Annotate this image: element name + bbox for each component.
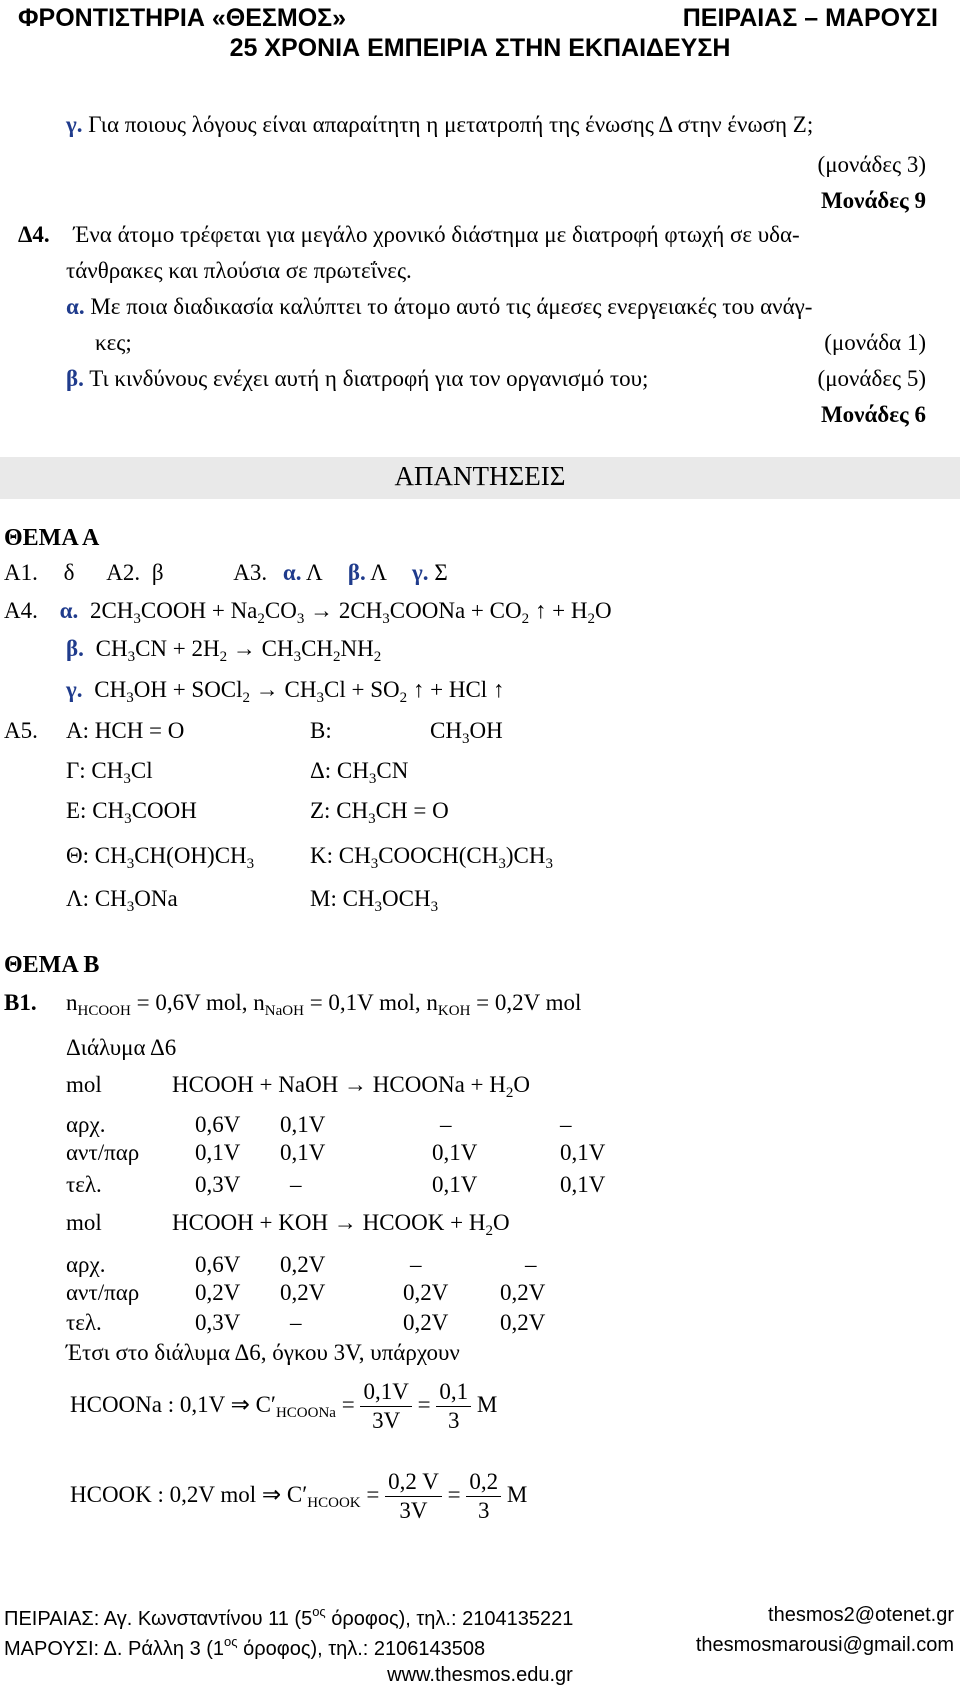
question-d4-line1: Ένα άτομο τρέφεται για μεγάλο χρονικό διάστημα με διατροφή φτωχή σε υδα- <box>73 222 800 247</box>
table1-antpar-h2o: 0,1V <box>560 1140 606 1165</box>
table1-reaction: HCOOH + NaOH → HCOONa + $H_2O$ <box>172 1072 530 1101</box>
answer-a4-a <box>4 598 612 628</box>
a3-g-answer: Σ <box>434 560 448 585</box>
table1-arx: αρχ. <box>66 1112 106 1137</box>
question-a-line2: κες; <box>95 330 132 355</box>
a2-label: Α2. <box>106 560 141 585</box>
a3-b-label: β. <box>347 560 366 585</box>
question-g-total: Μονάδες 9 <box>820 188 926 213</box>
table1-antpar-naoh: 0,1V <box>280 1140 326 1165</box>
table1-mol: mol <box>66 1072 102 1097</box>
b1-moles: $n_{HCOOH} = 0,6V$ mol, $n_{NaOH} = 0,1V$ mol, $n_{KOH} = 0,2V$ mol <box>66 990 582 1019</box>
a5-A: Α: HCH = O <box>66 718 185 743</box>
a3-b-answer: Λ <box>370 560 387 585</box>
footer-email-2[interactable]: thesmosmarousi@gmail.com <box>695 1634 954 1656</box>
a5-D: Δ: $CH_3CN$ <box>310 758 409 787</box>
table2-antpar-koh: 0,2V <box>280 1280 326 1305</box>
table1-antpar: αντ/παρ <box>66 1140 140 1165</box>
fraction-hcook-1: $\frac{0,2 V}{3V}$ <box>385 1468 442 1525</box>
table2-arx-h2o: – <box>525 1252 537 1277</box>
thema-b-title: ΘΕΜΑ Β <box>4 952 100 978</box>
footer-address-2-text: ΜΑΡΟΥΣΙ: Δ. Ράλλη 3 (1 <box>4 1638 225 1660</box>
footer-address-1-text: ΠΕΙΡΑΙΑΣ: Αγ. Κωνσταντίνου 11 (5 <box>4 1608 313 1630</box>
question-g-points: (μονάδες 3) <box>817 152 926 177</box>
a5-Z: Ζ: $CH_3CH = O$ <box>310 798 449 827</box>
question-g <box>66 112 813 138</box>
footer-website[interactable]: www.thesmos.edu.gr <box>387 1664 573 1686</box>
answer-a1-a3 <box>4 560 448 586</box>
a4-label: Α4. <box>4 598 38 623</box>
a5-E: Ε: $CH_3COOH$ <box>66 798 197 827</box>
table1-tel-hcoona: 0,1V <box>432 1172 478 1197</box>
table2-arx-koh: 0,2V <box>280 1252 326 1277</box>
a5-G: Γ: $CH_3Cl$ <box>66 758 153 787</box>
table2-arx: αρχ. <box>66 1252 106 1277</box>
question-b-text: Τι κινδύνους ενέχει αυτή η διατροφή για τον οργανισμό του; <box>89 366 649 391</box>
a5-B: Β: <box>310 718 332 743</box>
footer-address-1-sup: ος <box>312 1604 326 1619</box>
table1-antpar-hcooh: 0,1V <box>195 1140 241 1165</box>
header-left: ΦΡΟΝΤΙΣΤΗΡΙΑ «ΘΕΣΜΟΣ» <box>18 4 347 32</box>
question-b-points: (μονάδες 5) <box>817 366 926 391</box>
question-d4-label: Δ4. <box>18 222 50 247</box>
a5-L: Λ: $CH_3ONa$ <box>66 886 178 915</box>
question-b-label: β. <box>66 366 84 391</box>
a2-answer: β <box>151 560 164 585</box>
a5-K: Κ: $CH_3COOCH(CH_3)CH_3$ <box>310 843 553 872</box>
table2-tel-hcooh: 0,3V <box>195 1310 241 1335</box>
a1-answer: δ <box>63 560 75 585</box>
fraction-hcoona-1: $\frac{0,1V}{3V}$ <box>360 1378 411 1435</box>
question-a-label: α. <box>66 294 85 319</box>
header-subtitle: 25 ΧΡΟΝΙΑ ΕΜΠΕΙΡΙΑ ΣΤΗΝ ΕΚΠΑΙΔΕΥΣΗ <box>229 34 731 62</box>
footer-address-1 <box>4 1604 573 1631</box>
table2-reaction: HCOOH + KOH → HCOOK + $H_2O$ <box>172 1210 510 1239</box>
thema-a-title: ΘΕΜΑ Α <box>4 525 100 551</box>
table1-tel: τελ. <box>66 1172 102 1197</box>
a4-a-equation: $2CH_3COOH + Na_2CO_3$ → $2CH_3COONa + CO_2$ ↑ + $H_2O$ <box>89 598 612 627</box>
footer-address-2-rest: όροφος), τηλ.: 2106143508 <box>237 1638 486 1660</box>
footer-address-2-sup: ος <box>224 1634 238 1649</box>
table1-tel-hcooh: 0,3V <box>195 1172 241 1197</box>
a3-g-label: γ. <box>412 560 429 585</box>
a5-B-formula: $CH_3OH$ <box>430 718 503 747</box>
question-d4 <box>18 222 800 248</box>
a4-b-label: β. <box>66 636 84 661</box>
a5-M: Μ: $CH_3OCH_3$ <box>310 886 439 915</box>
a3-a-label: α. <box>282 560 302 585</box>
answers-title: ΑΠΑΝΤΗΣΕΙΣ <box>394 461 566 491</box>
question-g-label: γ. <box>66 112 83 137</box>
fraction-hcook-2: $\frac{0,2}{3}$ <box>466 1468 501 1525</box>
a3-a-answer: Λ <box>306 560 323 585</box>
b1-label: Β1. <box>4 990 37 1015</box>
table1-arx-hcoona: – <box>440 1112 452 1137</box>
table1-arx-h2o: – <box>560 1112 572 1137</box>
table1-arx-hcooh: 0,6V <box>195 1112 241 1137</box>
table1-tel-naoh: – <box>290 1172 302 1197</box>
a4-g-equation: $CH_3OH$ + SOCl$_2$ → $CH_3Cl + SO_2$ ↑ + HCl ↑ <box>94 677 505 706</box>
table2-mol: mol <box>66 1210 102 1235</box>
a5-Th: Θ: $CH_3CH(OH)CH_3$ <box>66 843 255 872</box>
conclusion-text: Έτσι στο διάλυμα Δ6, όγκου 3V, υπάρχουν <box>66 1340 460 1365</box>
table2-arx-hcook: – <box>410 1252 422 1277</box>
question-a <box>66 294 812 320</box>
table2-arx-hcooh: 0,6V <box>195 1252 241 1277</box>
conc-hcoona: HCOONa : 0,1V ⇒ $C'_{HCOONa}$ = $\frac{0,1V}{3V}$ = $\frac{0,1}{3}$ M <box>70 1379 498 1433</box>
a4-g-label: γ. <box>66 677 83 702</box>
table2-antpar-hcooh: 0,2V <box>195 1280 241 1305</box>
footer-address-2 <box>4 1634 485 1661</box>
a4-b-equation: $CH_3CN + 2H_2 \to CH_3CH_2NH_2$ <box>95 636 382 665</box>
answer-a4-g <box>66 677 504 707</box>
table2-antpar: αντ/παρ <box>66 1280 140 1305</box>
table2-tel-koh: – <box>290 1310 302 1335</box>
question-a-points: (μονάδα 1) <box>824 330 926 355</box>
a3-label: Α3. <box>233 560 268 585</box>
answer-a4-b <box>66 636 381 666</box>
question-g-text: Για ποιους λόγους είναι απαραίτητη η μετατροπή της ένωσης Δ στην ένωση Ζ; <box>88 112 814 137</box>
question-b <box>66 366 648 392</box>
table1-arx-naoh: 0,1V <box>280 1112 326 1137</box>
footer-address-1-rest: όροφος), τηλ.: 2104135221 <box>325 1608 574 1630</box>
table2-tel: τελ. <box>66 1310 102 1335</box>
table1-antpar-hcoona: 0,1V <box>432 1140 478 1165</box>
question-b-total: Μονάδες 6 <box>820 402 926 427</box>
solution-label: Διάλυμα Δ6 <box>66 1035 177 1060</box>
table1-tel-h2o: 0,1V <box>560 1172 606 1197</box>
question-d4-line2: τάνθρακες και πλούσια σε πρωτεΐνες. <box>66 258 412 283</box>
question-a-line1: Με ποια διαδικασία καλύπτει το άτομο αυτό τις άμεσες ενεργειακές του ανάγ- <box>90 294 813 319</box>
table2-tel-h2o: 0,2V <box>500 1310 546 1335</box>
conc-hcook: HCOOK : 0,2V mol ⇒ $C'_{HCOOK}$ = $\frac{0,2 V}{3V}$ = $\frac{0,2}{3}$ M <box>70 1469 528 1523</box>
table2-tel-hcook: 0,2V <box>403 1310 449 1335</box>
footer-email-1[interactable]: thesmos2@otenet.gr <box>768 1604 954 1626</box>
a4-a-label: α. <box>59 598 79 623</box>
a5-label: Α5. <box>4 718 38 743</box>
a1-label: Α1. <box>4 560 38 585</box>
table2-antpar-hcook: 0,2V <box>403 1280 449 1305</box>
fraction-hcoona-2: $\frac{0,1}{3}$ <box>436 1378 471 1435</box>
table2-antpar-h2o: 0,2V <box>500 1280 546 1305</box>
header-right: ΠΕΙΡΑΙΑΣ – ΜΑΡΟΥΣΙ <box>682 4 938 32</box>
